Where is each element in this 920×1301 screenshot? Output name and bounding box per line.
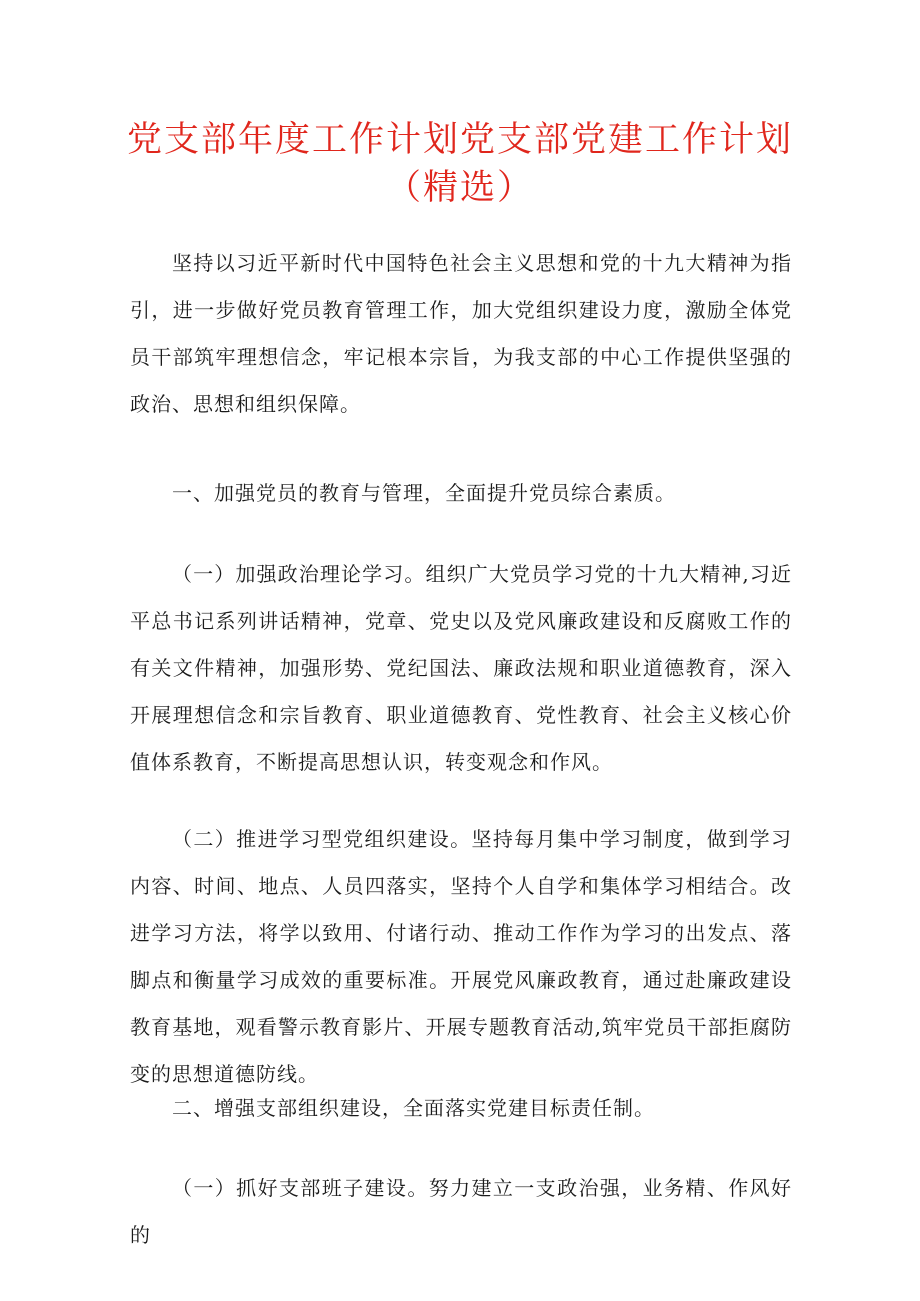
paragraph-intro: 坚持以习近平新时代中国特色社会主义思想和党的十九大精神为指引，进一步做好党员教育管理工作，加大党组织建设力度，激励全体党员干部筑牢理想信念，牢记根本宗旨，为我支部的中心工作提供坚强的政治、思想和组织保障。 bbox=[130, 251, 792, 416]
document-title-line1: 党支部年度工作计划党支部党建工作计划 bbox=[126, 120, 793, 160]
paragraph-2-1: （一）抓好支部班子建设。努力建立一支政治强，业务精、作风好的 bbox=[130, 1176, 792, 1247]
document-title-line2: （精选） bbox=[385, 168, 534, 208]
paragraph-1-2: （二）推进学习型党组织建设。坚持每月集中学习制度，做到学习内容、时间、地点、人员四落实，坚持个人自学和集体学习相结合。改进学习方法，将学以致用、付诸行动、推动工作作为学习的出发点、落脚点和衡量学习成效的重要标准。开展党风廉政教育，通过赴廉政建设教育基地，观看警示教育影片、开展专题教育活动,筑牢党员干部拒腐防变的思想道德防线。 bbox=[130, 827, 792, 1086]
section-heading-1: 一、加强党员的教育与管理，全面提升党员综合素质。 bbox=[172, 481, 676, 505]
section-heading-2: 二、增强支部组织建设，全面落实党建目标责任制。 bbox=[172, 1096, 655, 1120]
paragraph-1-1: （一）加强政治理论学习。组织广大党员学习党的十九大精神,习近平总书记系列讲话精神，党章、党史以及党风廉政建设和反腐败工作的有关文件精神，加强形势、党纪国法、廉政法规和职业道德教育，深入开展理想信念和宗旨教育、职业道德教育、党性教育、社会主义核心价值体系教育，不断提高思想认识，转变观念和作风。 bbox=[130, 562, 792, 774]
